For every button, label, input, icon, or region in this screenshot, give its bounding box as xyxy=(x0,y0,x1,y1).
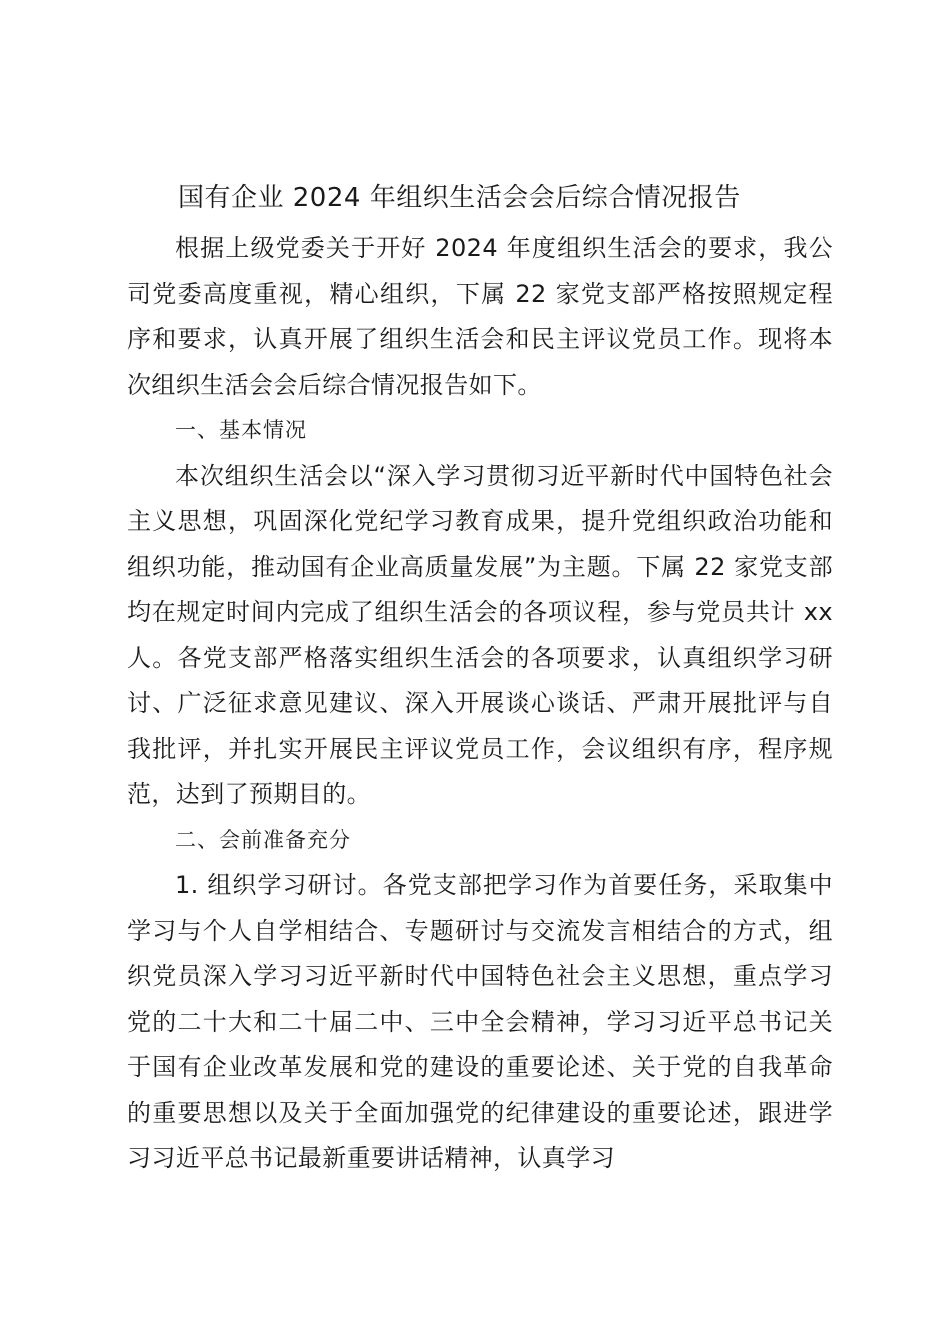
document-body xyxy=(127,226,833,1182)
study-discussion-paragraph: 1. 组织学习研讨。各党支部把学习作为首要任务，采取集中学习与个人自学相结合、专题研讨与交流发言相结合的方式，组织党员深入学习习近平新时代中国特色社会主义思想，重点学习党的二十大和二十届二中、三中全会精神，学习习近平总书记关于国有企业改革发展和党的建设的重要论述、关于党的自我革命的重要思想以及关于全面加强党的纪律建设的重要论述，跟进学习习近平总书记最新重要讲话精神，认真学习 xyxy=(127,871,833,1172)
intro-paragraph: 根据上级党委关于开好 2024 年度组织生活会的要求，我公司党委高度重视，精心组织，下属 22 家党支部严格按照规定程序和要求，认真开展了组织生活会和民主评议党员工作。现将本次组织生活会会后综合情况报告如下。 xyxy=(127,234,833,399)
section-heading-basic-situation: 一、基本情况 xyxy=(175,418,307,442)
document-title: 国有企业 2024 年组织生活会会后综合情况报告 xyxy=(178,183,741,213)
section-heading-preparation: 二、会前准备充分 xyxy=(175,827,351,852)
basic-situation-paragraph: 本次组织生活会以“深入学习贯彻习近平新时代中国特色社会主义思想，巩固深化党纪学习教育成果，提升党组织政治功能和组织功能，推动国有企业高质量发展”为主题。下属 22 家党支部均在规定时间内完成了组织生活会的各项议程，参与党员共计 xx 人。各党支部严格落实组织生活会的各项要求，认真组织学习研讨、广泛征求意见建议、深入开展谈心谈话、严肃开展批评与自我批评，并扎实开展民主评议党员工作，会议组织有序，程序规范，达到了预期目的。 xyxy=(127,461,833,808)
